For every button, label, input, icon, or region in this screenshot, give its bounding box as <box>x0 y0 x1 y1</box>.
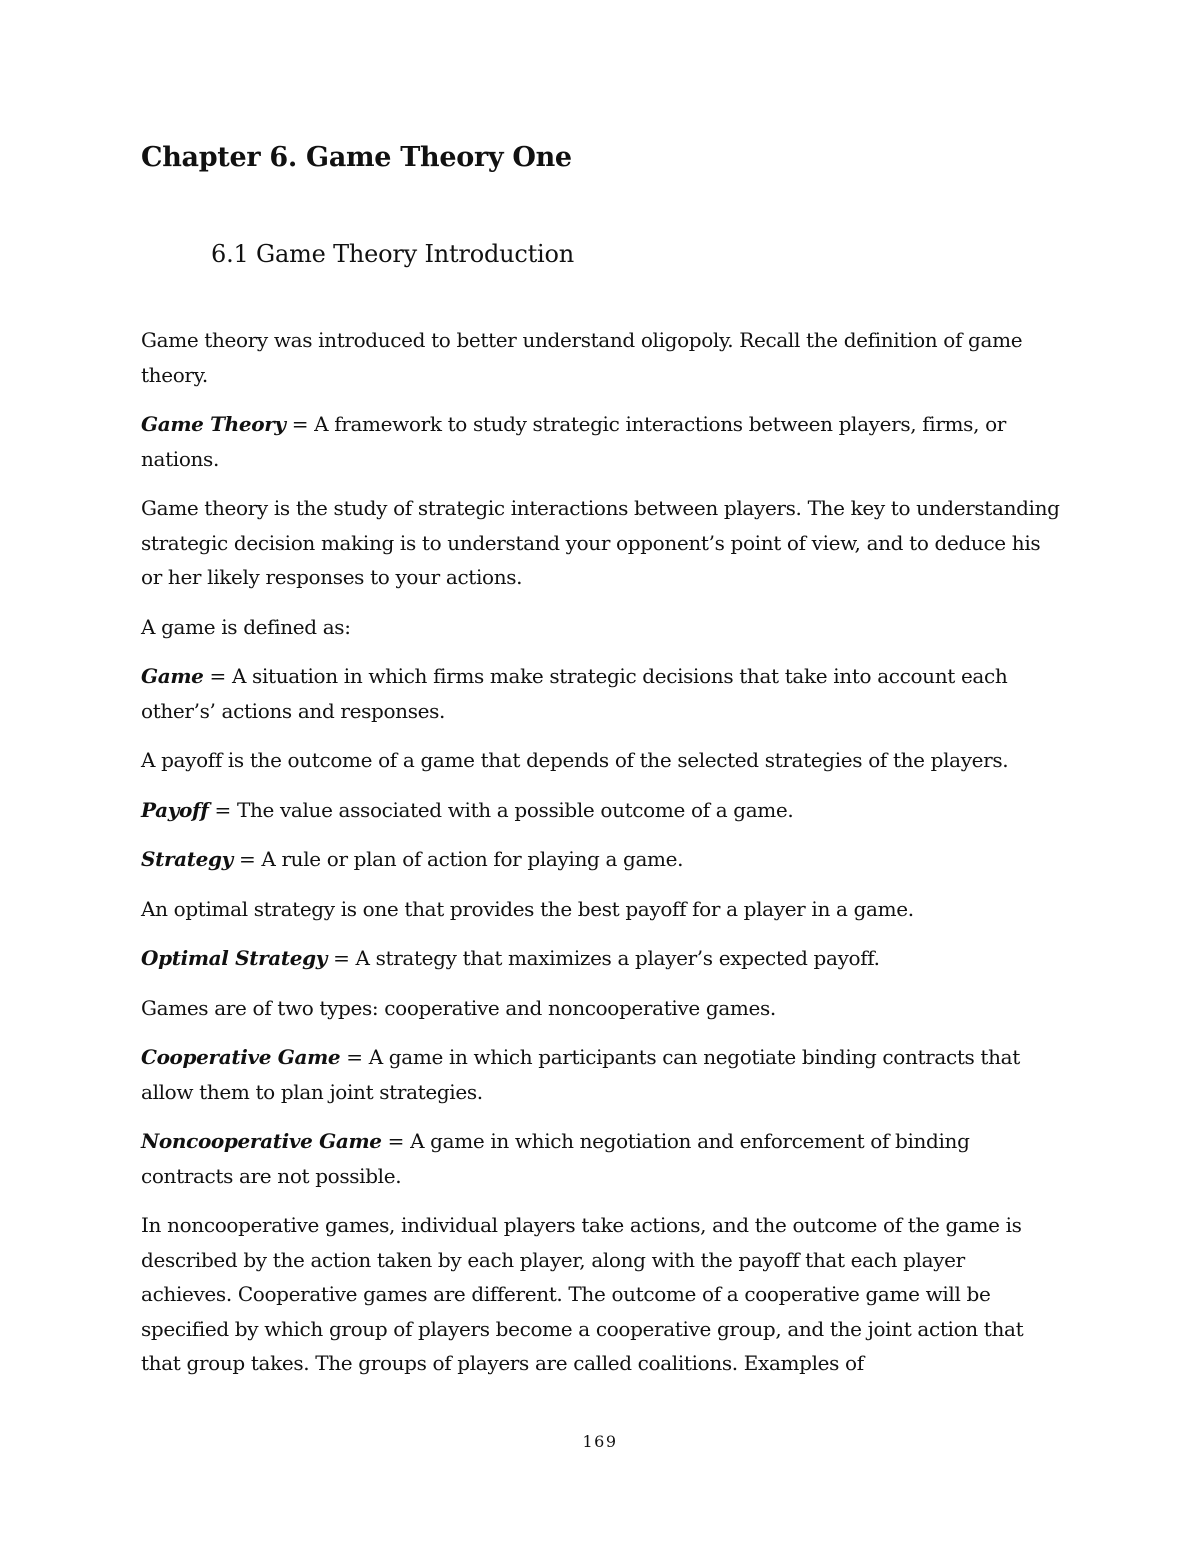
paragraph-optimal-strategy: An optimal strategy is one that provides the best payoff for a player in a game. <box>141 896 914 921</box>
paragraph-strategic-interactions: Game theory is the study of strategic interactions between players. The key to understanding strategic decision making is to understand your opponent’s point of view, and to deduce his or her likely responses to your actions. <box>141 496 1060 589</box>
definition-text: = A game in which negotiation and enforcement of binding contracts are not possible. <box>141 1129 970 1188</box>
term-cooperative-game: Cooperative Game <box>141 1045 341 1069</box>
term-optimal-strategy: Optimal Strategy <box>141 946 328 970</box>
definition-optimal-strategy <box>141 941 1061 976</box>
definition-text: = A situation in which firms make strategic decisions that take into account each other’s’ actions and responses. <box>141 664 1008 723</box>
definition-strategy <box>141 842 1061 877</box>
term-noncooperative-game: Noncooperative Game <box>141 1129 382 1153</box>
body-text <box>141 323 1061 1396</box>
paragraph-game-defined: A game is defined as: <box>141 614 351 639</box>
term-game-theory: Game Theory <box>141 412 286 436</box>
term-payoff: Payoff <box>141 797 209 822</box>
page-number: 169 <box>582 1432 618 1451</box>
definition-text: = The value associated with a possible outcome of a game. <box>208 797 794 822</box>
section-title: 6.1 Game Theory Introduction <box>211 240 575 268</box>
definition-text: = A rule or plan of action for playing a game. <box>232 847 684 871</box>
chapter-title: Chapter 6. Game Theory One <box>141 142 572 173</box>
definition-text: = A strategy that maximizes a player’s expected payoff. <box>327 946 880 970</box>
paragraph-payoff: A payoff is the outcome of a game that depends of the selected strategies of the players. <box>141 748 1009 772</box>
term-strategy: Strategy <box>141 847 233 871</box>
definition-text: = A framework to study strategic interactions between players, firms, or nations. <box>141 412 1007 471</box>
paragraph-game-types: Games are of two types: cooperative and noncooperative games. <box>141 995 776 1020</box>
definition-noncooperative-game <box>141 1124 1061 1193</box>
definition-text: = A game in which participants can negotiate binding contracts that allow them to plan joint strategies. <box>141 1045 1020 1104</box>
definition-cooperative-game <box>141 1040 1061 1109</box>
paragraph-noncooperative-vs-cooperative: In noncooperative games, individual players take actions, and the outcome of the game is described by the action taken by each player, along with the payoff that each player achieves. Cooperative games are different. The outcome of a cooperative game will be specified by which group of players become a cooperative group, and the joint action that that group takes. The groups of players are called coalitions. Examples of <box>141 1213 1024 1375</box>
definition-game-theory <box>141 407 1061 476</box>
term-game: Game <box>141 664 204 688</box>
definition-payoff <box>141 793 1061 828</box>
paragraph-intro: Game theory was introduced to better understand oligopoly. Recall the definition of game theory. <box>141 328 1023 387</box>
definition-game <box>141 659 1061 728</box>
